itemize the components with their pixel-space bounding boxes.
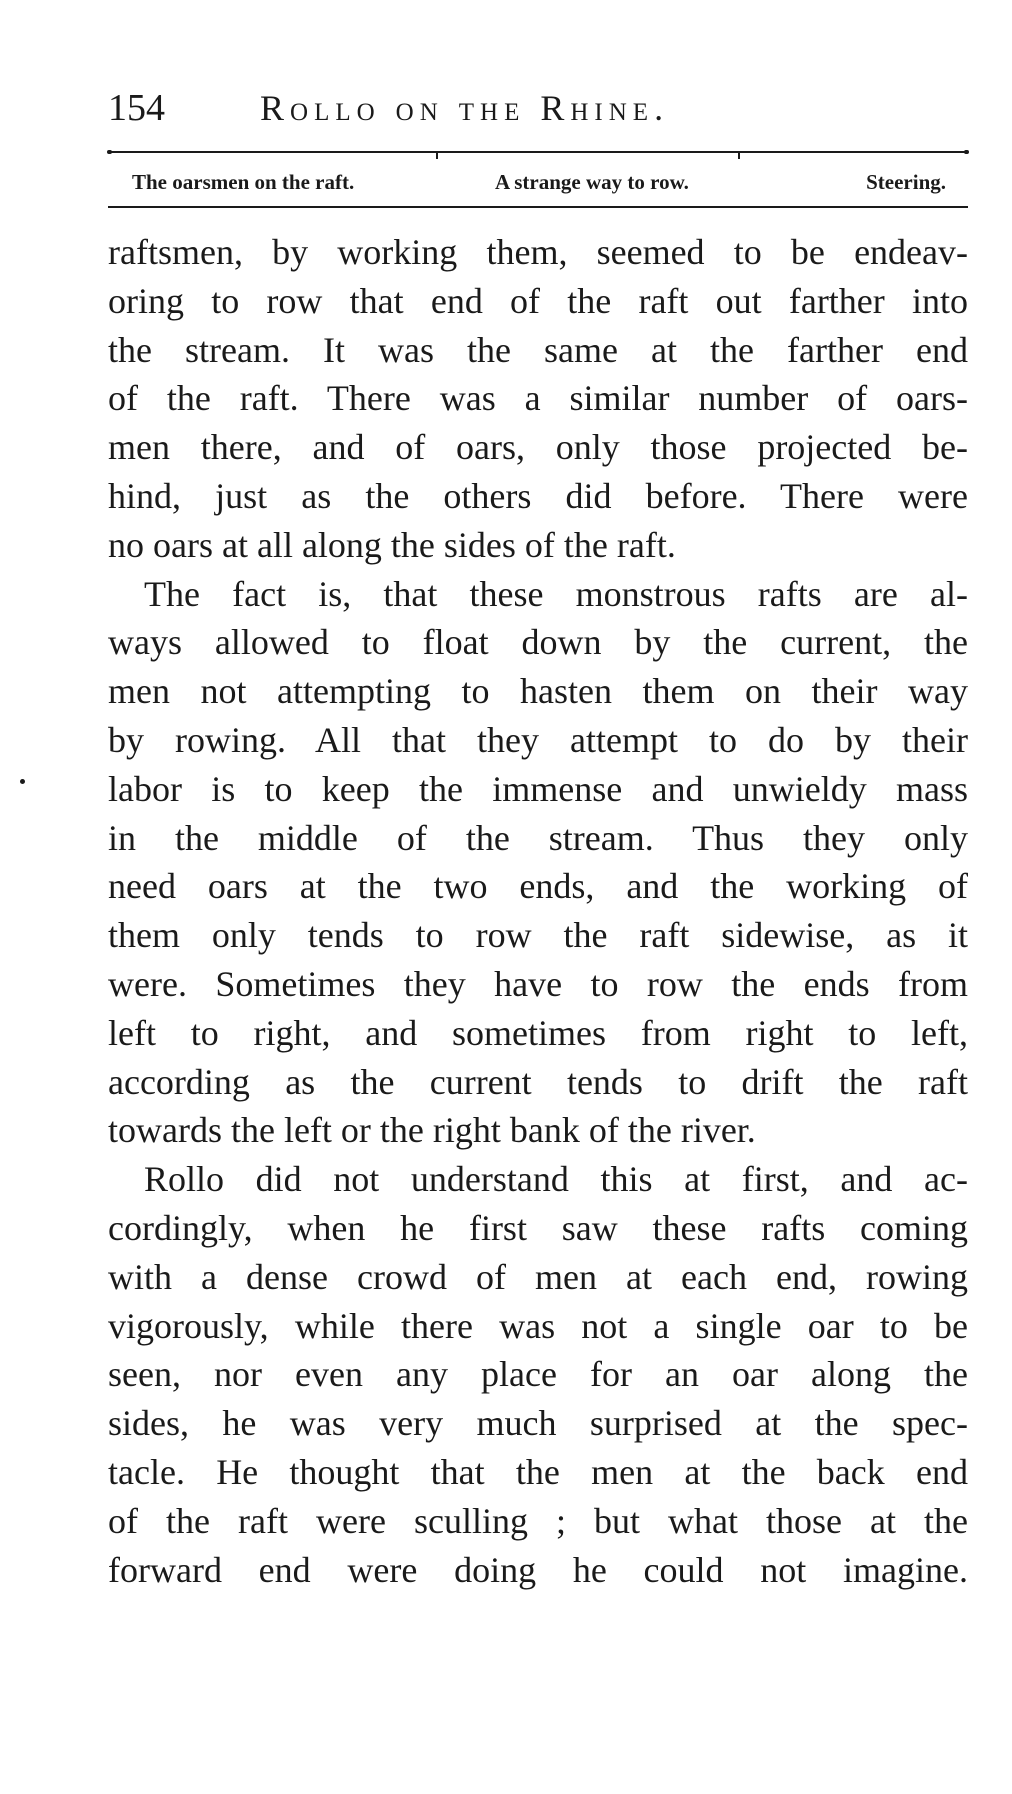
text-line: oring to row that end of the raft out farther into <box>108 280 968 321</box>
text-line: men there, and of oars, only those projected be- <box>108 427 968 468</box>
text-line: men not attempting to hasten them on their way <box>108 671 968 712</box>
text-line: cordingly, when he first saw these rafts coming <box>108 1207 968 1248</box>
text-line: raftsmen, by working them, seemed to be endeav- <box>108 232 968 272</box>
text-line: seen, nor even any place for an oar along the <box>108 1354 968 1395</box>
page-number: 154 <box>108 87 165 129</box>
header-rule-divider-left <box>436 151 438 159</box>
text-line: no oars at all along the sides of the raft. <box>108 524 676 565</box>
topic-heading-steering: Steering. <box>866 170 946 194</box>
topic-headings <box>108 165 968 199</box>
header-rule-divider-right <box>738 151 740 159</box>
header-rule-bottom <box>108 206 968 208</box>
margin-speck <box>20 779 25 784</box>
header-rule-top <box>108 151 968 153</box>
text-line: The fact is, that these monstrous rafts are al- <box>144 573 968 614</box>
running-head <box>108 84 968 134</box>
text-line: labor is to keep the immense and unwieldy mass <box>108 768 968 809</box>
text-line: tacle. He thought that the men at the back end <box>108 1451 968 1492</box>
text-line: left to right, and sometimes from right to left, <box>108 1012 968 1053</box>
text-line: hind, just as the others did before. There were <box>108 475 968 516</box>
paragraph-2 <box>108 570 968 1156</box>
text-line: ways allowed to float down by the current, the <box>108 622 968 663</box>
text-line: sides, he was very much surprised at the spec- <box>108 1403 968 1444</box>
topic-heading-oarsmen: The oarsmen on the raft. <box>132 170 355 194</box>
text-line: of the raft were sculling ; but what those at the <box>108 1500 968 1541</box>
text-line: the stream. It was the same at the farther end <box>108 329 968 370</box>
text-line: with a dense crowd of men at each end, rowing <box>108 1256 968 1297</box>
text-line: were. Sometimes they have to row the ends from <box>108 963 968 1004</box>
text-line: by rowing. All that they attempt to do by their <box>108 719 968 760</box>
text-line: need oars at the two ends, and the working of <box>108 866 968 907</box>
text-line: towards the left or the right bank of the river. <box>108 1110 756 1151</box>
topic-heading-strange-way: A strange way to row. <box>495 170 689 194</box>
text-line: them only tends to row the raft sidewise, as it <box>108 915 968 956</box>
text-line: in the middle of the stream. Thus they only <box>108 817 968 858</box>
text-line: according as the current tends to drift the raft <box>108 1061 968 1102</box>
text-line: of the raft. There was a similar number of oars- <box>108 378 968 419</box>
paragraph-3 <box>108 1155 968 1594</box>
text-line: forward end were doing he could not imagine. <box>108 1549 968 1590</box>
text-line: Rollo did not understand this at first, and ac- <box>144 1159 968 1200</box>
book-title: Rollo on the Rhine. <box>260 88 670 128</box>
body-text <box>108 228 968 1594</box>
text-line: vigorously, while there was not a single oar to be <box>108 1305 968 1346</box>
paragraph-1 <box>108 228 968 570</box>
